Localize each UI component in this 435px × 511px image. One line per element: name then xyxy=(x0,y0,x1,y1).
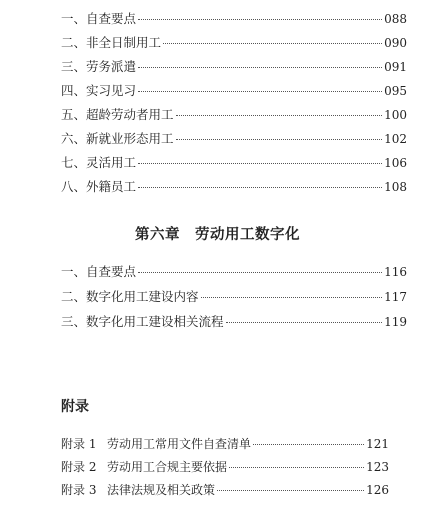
dot-leader xyxy=(176,115,383,116)
toc-entry xyxy=(61,83,407,99)
toc-entry-page: 095 xyxy=(384,84,407,98)
dot-leader xyxy=(163,43,382,44)
toc-entry xyxy=(61,314,407,330)
appendix-title: 法律法规及相关政策 xyxy=(107,483,216,497)
dot-leader xyxy=(217,490,364,491)
appendix-entry xyxy=(61,482,389,498)
toc-entry xyxy=(61,59,407,75)
chapter-title: 第六章 劳动用工数字化 xyxy=(135,227,300,243)
dot-leader xyxy=(138,67,382,68)
toc-entry-label: 四、实习见习 xyxy=(61,83,137,98)
toc-entry-page: 119 xyxy=(384,315,407,329)
appendix-number: 附录 1 xyxy=(61,437,97,451)
toc-entry-label: 三、数字化用工建设相关流程 xyxy=(61,314,224,329)
toc-entry-label: 七、灵活用工 xyxy=(61,155,137,170)
dot-leader xyxy=(226,322,383,323)
toc-entry-label: 八、外籍员工 xyxy=(61,179,137,194)
toc-entry xyxy=(61,179,407,195)
dot-leader xyxy=(253,444,364,445)
toc-entry-page: 108 xyxy=(384,180,407,194)
toc-entry-page: 090 xyxy=(384,36,407,50)
toc-entry-label: 二、非全日制用工 xyxy=(61,35,162,50)
toc-entry-page: 116 xyxy=(384,265,407,279)
toc-entry xyxy=(61,264,407,280)
dot-leader xyxy=(138,272,382,273)
appendix-page: 121 xyxy=(366,437,389,451)
toc-entry xyxy=(61,107,407,123)
toc-entry-page: 106 xyxy=(384,156,407,170)
dot-leader xyxy=(138,91,382,92)
appendix-entry xyxy=(61,436,389,452)
appendix-page: 123 xyxy=(366,460,389,474)
toc-entry-label: 一、自查要点 xyxy=(61,264,137,279)
toc-entry-page: 091 xyxy=(384,60,407,74)
toc-entry xyxy=(61,289,407,305)
toc-entry xyxy=(61,131,407,147)
toc-entry xyxy=(61,11,407,27)
appendix-title: 劳动用工常用文件自查清单 xyxy=(107,437,252,451)
dot-leader xyxy=(138,19,382,20)
toc-entry-page: 117 xyxy=(384,290,407,304)
dot-leader xyxy=(176,139,383,140)
dot-leader xyxy=(138,187,382,188)
appendix-number: 附录 3 xyxy=(61,483,97,497)
toc-entry-page: 088 xyxy=(384,12,407,26)
dot-leader xyxy=(138,163,382,164)
appendix-title: 劳动用工合规主要依据 xyxy=(107,460,228,474)
toc-entry xyxy=(61,35,407,51)
toc-entry-label: 二、数字化用工建设内容 xyxy=(61,289,199,304)
toc-entry-page: 100 xyxy=(384,108,407,122)
dot-leader xyxy=(201,297,383,298)
toc-entry-label: 三、劳务派遣 xyxy=(61,59,137,74)
toc-entry xyxy=(61,155,407,171)
appendix-heading: 附录 xyxy=(61,399,89,415)
appendix-page: 126 xyxy=(366,483,389,497)
dot-leader xyxy=(229,467,364,468)
appendix-entry xyxy=(61,459,389,475)
toc-entry-label: 五、超龄劳动者用工 xyxy=(61,107,174,122)
toc-entry-label: 一、自查要点 xyxy=(61,11,137,26)
toc-entry-page: 102 xyxy=(384,132,407,146)
toc-entry-label: 六、新就业形态用工 xyxy=(61,131,174,146)
appendix-number: 附录 2 xyxy=(61,460,97,474)
